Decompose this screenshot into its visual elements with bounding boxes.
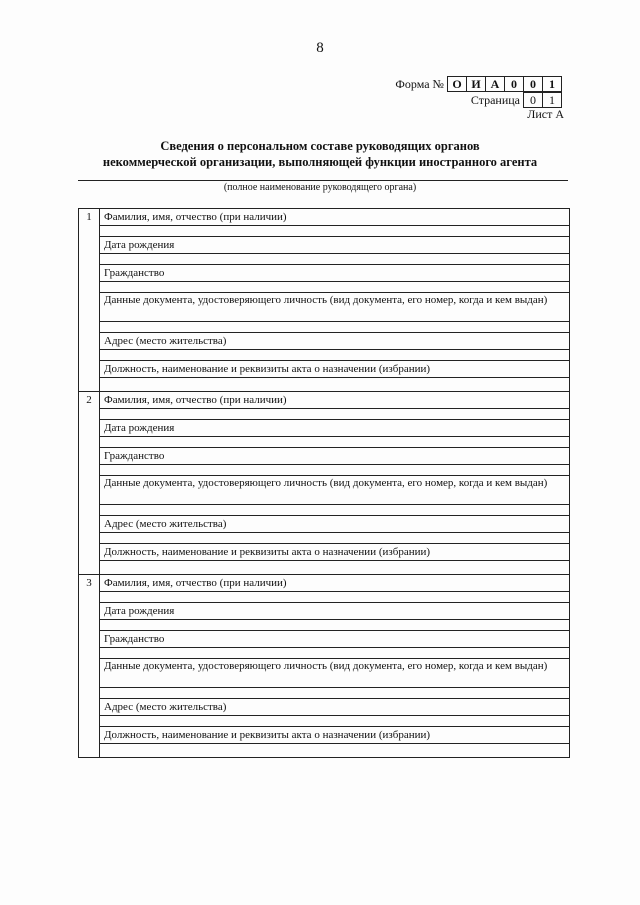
person-number: 2 <box>79 392 100 574</box>
field-input[interactable] <box>100 620 569 631</box>
field-label: Должность, наименование и реквизиты акта о назначении (избрании) <box>100 544 569 561</box>
field-input[interactable] <box>100 688 569 699</box>
field-label: Фамилия, имя, отчество (при наличии) <box>100 209 569 226</box>
field-label: Должность, наименование и реквизиты акта о назначении (избрании) <box>100 361 569 378</box>
field-input[interactable] <box>100 378 569 388</box>
person-number: 3 <box>79 575 100 757</box>
form-label: Форма № <box>395 76 444 91</box>
person-block <box>79 575 569 758</box>
field-input[interactable] <box>100 322 569 333</box>
organ-name-caption: (полное наименование руководящего органа) <box>223 182 417 193</box>
field-label: Адрес (место жительства) <box>100 333 569 350</box>
title-line: некоммерческой организации, выполняющей функции иностранного агента <box>102 155 538 169</box>
field-label: Дата рождения <box>100 603 569 620</box>
field-label: Адрес (место жительства) <box>100 699 569 716</box>
person-block <box>79 209 569 392</box>
form-code-cell: 1 <box>542 76 562 92</box>
field-label: Данные документа, удостоверяющего личность (вид документа, его номер, когда и кем выдан) <box>100 659 569 688</box>
page-cell: 0 <box>523 92 543 108</box>
field-label: Гражданство <box>100 631 569 648</box>
field-input[interactable] <box>100 226 569 237</box>
field-input[interactable] <box>100 505 569 516</box>
page-label: Страница <box>470 92 520 107</box>
field-label: Фамилия, имя, отчество (при наличии) <box>100 392 569 409</box>
field-label: Дата рождения <box>100 420 569 437</box>
field-input[interactable] <box>100 648 569 659</box>
person-number: 1 <box>79 209 100 391</box>
form-code-cell: 0 <box>504 76 524 92</box>
form-code-cell: О <box>447 76 467 92</box>
personnel-table <box>78 208 570 758</box>
field-input[interactable] <box>100 409 569 420</box>
field-input[interactable] <box>100 282 569 293</box>
field-input[interactable] <box>100 465 569 476</box>
field-input[interactable] <box>100 744 569 754</box>
form-code-cell: А <box>485 76 505 92</box>
field-label: Фамилия, имя, отчество (при наличии) <box>100 575 569 592</box>
person-block <box>79 392 569 575</box>
field-input[interactable] <box>100 533 569 544</box>
field-label: Гражданство <box>100 448 569 465</box>
sheet-label: Лист А <box>527 107 564 121</box>
field-label: Данные документа, удостоверяющего личность (вид документа, его номер, когда и кем выдан) <box>100 293 569 322</box>
field-input[interactable] <box>100 437 569 448</box>
page-field <box>471 92 562 108</box>
title-line: Сведения о персональном составе руководящих органов <box>160 139 480 153</box>
form-number <box>395 76 562 92</box>
form-code-cell: И <box>466 76 486 92</box>
field-label: Дата рождения <box>100 237 569 254</box>
document-title <box>0 138 640 170</box>
field-input[interactable] <box>100 592 569 603</box>
field-input[interactable] <box>100 561 569 571</box>
field-label: Данные документа, удостоверяющего личность (вид документа, его номер, когда и кем выдан) <box>100 476 569 505</box>
field-input[interactable] <box>100 350 569 361</box>
field-label: Адрес (место жительства) <box>100 516 569 533</box>
field-input[interactable] <box>100 716 569 727</box>
organ-name-line <box>78 180 568 181</box>
page-number: 8 <box>316 40 324 56</box>
page-cell: 1 <box>542 92 562 108</box>
field-label: Гражданство <box>100 265 569 282</box>
field-input[interactable] <box>100 254 569 265</box>
field-label: Должность, наименование и реквизиты акта о назначении (избрании) <box>100 727 569 744</box>
form-code-cell: 0 <box>523 76 543 92</box>
